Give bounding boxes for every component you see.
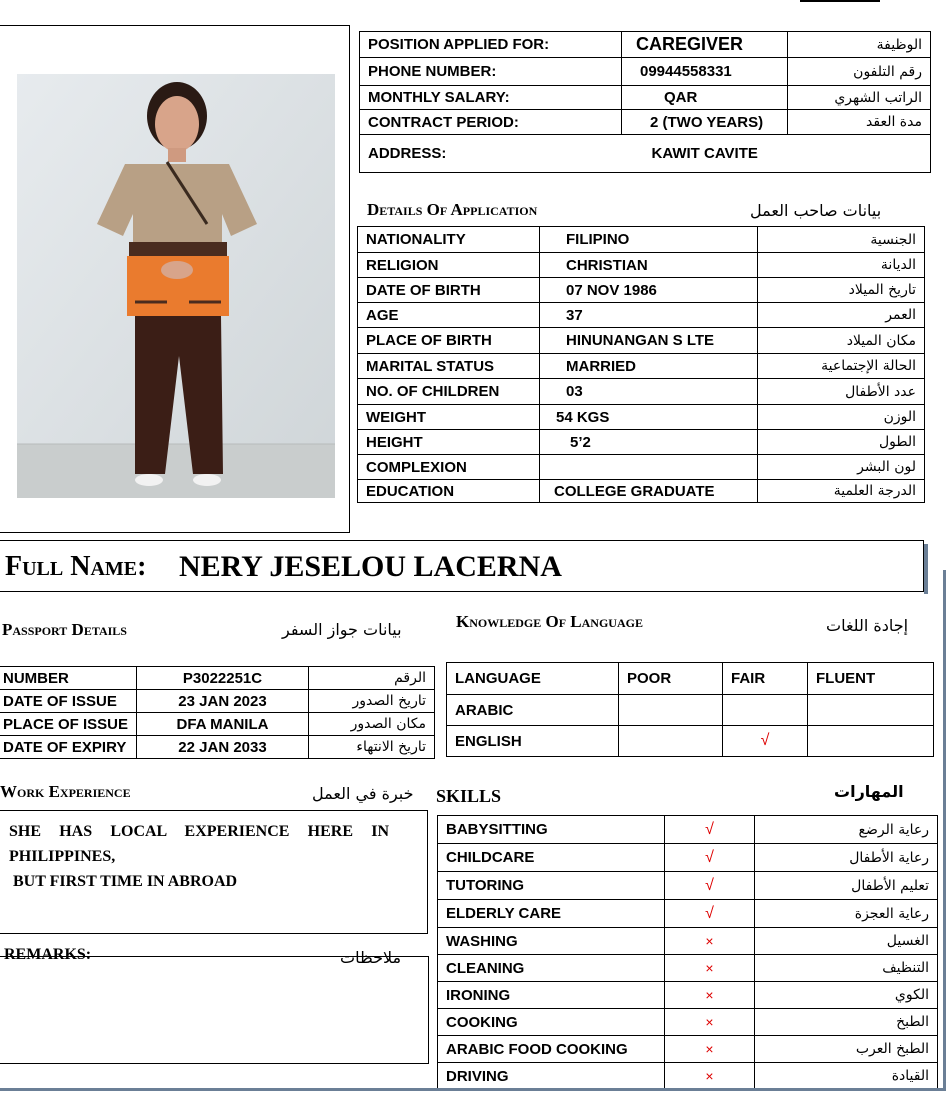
- skill-name-ar: الطبخ العرب: [755, 1036, 938, 1063]
- details-label: EDUCATION: [358, 480, 540, 503]
- skill-mark-cell: [665, 1009, 755, 1036]
- details-label: MARITAL STATUS: [358, 354, 540, 379]
- language-table: [446, 662, 934, 757]
- passport-value: DFA MANILA: [137, 713, 309, 736]
- language-heading: Knowledge Of Language: [456, 612, 643, 631]
- skill-row: [438, 816, 938, 844]
- details-label-ar: الجنسية: [758, 227, 925, 253]
- language-level-fair: [723, 695, 808, 726]
- skill-mark-cell: [665, 982, 755, 1009]
- skill-mark-cell: [665, 928, 755, 955]
- skill-name: CLEANING: [438, 955, 665, 982]
- details-row: [358, 328, 925, 354]
- cross-mark-icon: ×: [705, 932, 714, 949]
- skill-row: [438, 872, 938, 900]
- check-mark-icon: √: [705, 876, 714, 894]
- details-label: PLACE OF BIRTH: [358, 328, 540, 354]
- skill-name: DRIVING: [438, 1063, 665, 1090]
- info-value: QAR: [622, 86, 788, 110]
- info-value: CAREGIVER: [622, 32, 788, 58]
- work-text-line-1: SHE HAS LOCAL EXPERIENCE HERE IN PHILIPPINES,: [9, 823, 389, 865]
- language-name: ENGLISH: [447, 726, 619, 757]
- skill-row: [438, 1063, 938, 1090]
- passport-row: [0, 713, 435, 736]
- full-name-value: NERY JESELOU LACERNA: [179, 550, 562, 583]
- language-column-header: FAIR: [723, 663, 808, 695]
- details-label: DATE OF BIRTH: [358, 278, 540, 303]
- details-value: 5’2: [540, 430, 758, 455]
- details-value: 03: [540, 379, 758, 405]
- right-rule: [943, 570, 946, 1090]
- language-heading-ar: إجادة اللغات: [826, 616, 909, 635]
- top-rule: [800, 0, 880, 2]
- cross-mark-icon: ×: [705, 1040, 714, 1057]
- skill-mark-cell: [665, 816, 755, 844]
- skill-row: [438, 928, 938, 955]
- language-level-fluent: [808, 726, 934, 757]
- details-label: COMPLEXION: [358, 455, 540, 480]
- details-table: [357, 226, 925, 503]
- full-name-label: Full Name:: [5, 551, 147, 582]
- top-info-table: [359, 31, 931, 173]
- details-heading-ar: بيانات صاحب العمل: [750, 201, 882, 220]
- details-row: [358, 253, 925, 278]
- remarks-label: REMARKS:: [4, 946, 92, 963]
- details-row: [358, 480, 925, 503]
- details-label: NATIONALITY: [358, 227, 540, 253]
- check-mark-icon: √: [705, 904, 714, 922]
- work-text-line-2: BUT FIRST TIME IN ABROAD: [13, 873, 238, 890]
- details-label: WEIGHT: [358, 405, 540, 430]
- skill-name-ar: الغسيل: [755, 928, 938, 955]
- info-row-address: [360, 135, 931, 173]
- info-label: CONTRACT PERIOD:: [360, 110, 622, 135]
- passport-label: DATE OF ISSUE: [0, 690, 137, 713]
- skill-name: CHILDCARE: [438, 844, 665, 872]
- language-column-header: LANGUAGE: [447, 663, 619, 695]
- details-label: NO. OF CHILDREN: [358, 379, 540, 405]
- full-name-shadow: [924, 544, 928, 594]
- skill-mark-cell: [665, 1063, 755, 1090]
- language-level-fluent: [808, 695, 934, 726]
- info-label: PHONE NUMBER:: [360, 58, 622, 86]
- check-mark-icon: √: [705, 820, 714, 838]
- details-row: [358, 303, 925, 328]
- details-label-ar: العمر: [758, 303, 925, 328]
- details-value: CHRISTIAN: [540, 253, 758, 278]
- details-label-ar: الدرجة العلمية: [758, 480, 925, 503]
- details-label-ar: الديانة: [758, 253, 925, 278]
- remarks-label-ar: ملاحظات: [340, 948, 402, 967]
- passport-value: 22 JAN 2033: [137, 736, 309, 759]
- skill-mark-cell: [665, 900, 755, 928]
- passport-row: [0, 690, 435, 713]
- details-label: AGE: [358, 303, 540, 328]
- passport-table: [0, 666, 435, 759]
- passport-label-ar: تاريخ الانتهاء: [309, 736, 435, 759]
- skill-name-ar: الطبخ: [755, 1009, 938, 1036]
- language-column-header: POOR: [619, 663, 723, 695]
- details-label-ar: الحالة الإجتماعية: [758, 354, 925, 379]
- cross-mark-icon: ×: [705, 1067, 714, 1084]
- info-row-position: [360, 32, 931, 58]
- details-heading: Details Of Application: [367, 200, 538, 219]
- passport-label: PLACE OF ISSUE: [0, 713, 137, 736]
- skill-name: ARABIC FOOD COOKING: [438, 1036, 665, 1063]
- details-value: FILIPINO: [540, 227, 758, 253]
- bottom-rule: [0, 1088, 946, 1091]
- photo-frame: [0, 25, 350, 533]
- work-heading-ar: خبرة في العمل: [312, 784, 414, 803]
- language-row: [447, 695, 934, 726]
- skills-heading-ar: المهارات: [834, 782, 904, 801]
- full-name-box: [0, 540, 924, 592]
- skill-name-ar: الكوي: [755, 982, 938, 1009]
- info-row-phone: [360, 58, 931, 86]
- details-row: [358, 405, 925, 430]
- passport-value: P3022251C: [137, 667, 309, 690]
- passport-row: [0, 667, 435, 690]
- cross-mark-icon: ×: [705, 959, 714, 976]
- details-value: HINUNANGAN S LTE: [540, 328, 758, 354]
- language-level-poor: [619, 695, 723, 726]
- skill-row: [438, 900, 938, 928]
- skill-row: [438, 1036, 938, 1063]
- applicant-photo: [17, 74, 335, 498]
- details-value: 37: [540, 303, 758, 328]
- skill-name: TUTORING: [438, 872, 665, 900]
- info-value: 09944558331: [622, 58, 788, 86]
- details-row: [358, 278, 925, 303]
- skill-row: [438, 1009, 938, 1036]
- details-label: RELIGION: [358, 253, 540, 278]
- skill-mark-cell: [665, 872, 755, 900]
- language-name: ARABIC: [447, 695, 619, 726]
- info-label-ar: الراتب الشهري: [788, 86, 931, 110]
- details-value: COLLEGE GRADUATE: [540, 480, 758, 503]
- skill-name-ar: رعاية العجزة: [755, 900, 938, 928]
- details-value: 54 KGS: [540, 405, 758, 430]
- passport-label-ar: الرقم: [309, 667, 435, 690]
- details-label-ar: الطول: [758, 430, 925, 455]
- details-row: [358, 379, 925, 405]
- details-row: [358, 354, 925, 379]
- passport-row: [0, 736, 435, 759]
- skill-mark-cell: [665, 1036, 755, 1063]
- details-row: [358, 227, 925, 253]
- details-value: [540, 455, 758, 480]
- skill-name: BABYSITTING: [438, 816, 665, 844]
- info-label: ADDRESS:: [360, 135, 622, 173]
- details-label-ar: مكان الميلاد: [758, 328, 925, 354]
- info-value: 2 (TWO YEARS): [622, 110, 788, 135]
- language-check-mark: √: [760, 732, 770, 749]
- language-level-poor: [619, 726, 723, 757]
- skills-heading: SKILLS: [436, 786, 502, 806]
- passport-heading-ar: بيانات جواز السفر: [282, 620, 402, 639]
- details-value: 07 NOV 1986: [540, 278, 758, 303]
- info-label: POSITION APPLIED FOR:: [360, 32, 622, 58]
- passport-label: DATE OF EXPIRY: [0, 736, 137, 759]
- language-header-row: [447, 663, 934, 695]
- passport-label-ar: تاريخ الصدور: [309, 690, 435, 713]
- cross-mark-icon: ×: [705, 1013, 714, 1030]
- details-label-ar: تاريخ الميلاد: [758, 278, 925, 303]
- details-row: [358, 455, 925, 480]
- skill-mark-cell: [665, 844, 755, 872]
- skill-name-ar: القيادة: [755, 1063, 938, 1090]
- remarks-box: [0, 956, 429, 1064]
- details-label: HEIGHT: [358, 430, 540, 455]
- info-row-salary: [360, 86, 931, 110]
- details-label-ar: لون البشر: [758, 455, 925, 480]
- info-label-ar: رقم التلفون: [788, 58, 931, 86]
- skill-row: [438, 955, 938, 982]
- info-row-contract: [360, 110, 931, 135]
- skill-row: [438, 844, 938, 872]
- work-box: [0, 810, 428, 934]
- skill-name: ELDERLY CARE: [438, 900, 665, 928]
- info-label-ar: مدة العقد: [788, 110, 931, 135]
- skill-name-ar: رعاية الأطفال: [755, 844, 938, 872]
- skill-name: WASHING: [438, 928, 665, 955]
- skills-table: [437, 815, 938, 1090]
- work-heading: Work Experience: [0, 782, 131, 801]
- details-value: MARRIED: [540, 354, 758, 379]
- check-mark-icon: √: [705, 848, 714, 866]
- skill-name-ar: تعليم الأطفال: [755, 872, 938, 900]
- skill-name: IRONING: [438, 982, 665, 1009]
- language-column-header: FLUENT: [808, 663, 934, 695]
- cross-mark-icon: ×: [705, 986, 714, 1003]
- details-label-ar: عدد الأطفال: [758, 379, 925, 405]
- passport-label-ar: مكان الصدور: [309, 713, 435, 736]
- info-label: MONTHLY SALARY:: [360, 86, 622, 110]
- skill-row: [438, 982, 938, 1009]
- passport-value: 23 JAN 2023: [137, 690, 309, 713]
- language-level-fair: [723, 726, 808, 757]
- passport-label: NUMBER: [0, 667, 137, 690]
- info-value: KAWIT CAVITE: [622, 135, 931, 173]
- language-row: [447, 726, 934, 757]
- info-label-ar: الوظيفة: [788, 32, 931, 58]
- skill-name-ar: رعاية الرضع: [755, 816, 938, 844]
- details-row: [358, 430, 925, 455]
- skill-name-ar: التنظيف: [755, 955, 938, 982]
- skill-mark-cell: [665, 955, 755, 982]
- passport-heading: Passport Details: [2, 620, 127, 639]
- skill-name: COOKING: [438, 1009, 665, 1036]
- details-label-ar: الوزن: [758, 405, 925, 430]
